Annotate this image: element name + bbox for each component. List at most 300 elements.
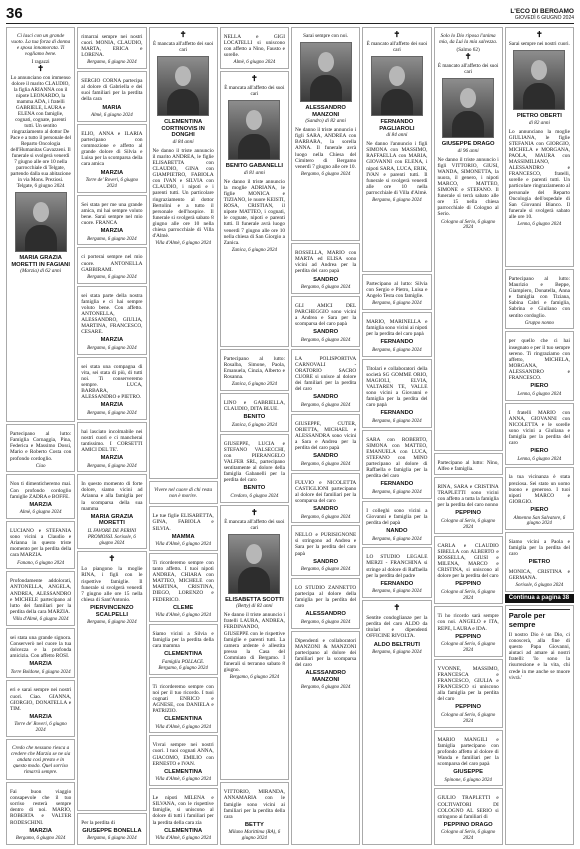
obituary-notice <box>149 553 218 622</box>
notice-text: È mancata all'affetto dei suoi cari <box>224 518 285 531</box>
place-date: Cologno al Serio, 6 giugno 2024 <box>440 219 496 231</box>
portrait-photo <box>371 56 423 116</box>
portrait-head <box>246 544 262 564</box>
obituary-notice <box>434 730 503 787</box>
obituary-notice <box>362 312 431 357</box>
portrait-head <box>318 52 334 72</box>
place-date: Sorisole, 6 giugno 2024 <box>515 583 564 589</box>
deceased-age: di 84 anni <box>386 132 408 139</box>
obituary-notice <box>362 600 431 845</box>
place-date: Spinone, 6 giugno 2024 <box>444 777 492 783</box>
portrait-head <box>175 66 191 86</box>
place-date: Bergamo, 6 giugno 2024 <box>372 301 422 307</box>
portrait-head <box>389 66 405 86</box>
notice-quote: Vivere nel cuore di chi resta non è morire. <box>154 487 213 500</box>
notice-signature: I ragazzi <box>31 59 50 65</box>
obituary-notice <box>77 27 146 69</box>
obituary-notice <box>77 71 146 122</box>
notice-text: Sarai sempre nei nostri cuori. <box>508 41 570 47</box>
deceased-name: PEPPINO DRAGO <box>443 821 493 828</box>
notice-text: ELIO, ANNA e ILARIA partecipano con commozione e affetto al grande dolore di Silvia e Luisa per la scomparsa della cara amica <box>81 130 143 168</box>
notice-text: la tua vicinanza è stata preziosa. Sei stato un uomo buono e generoso. I tuoi nipoti MARCO e GIORGIO. <box>508 474 570 505</box>
obituary-notice <box>220 782 289 845</box>
column-4 <box>220 27 289 845</box>
notice-text: Ne danno il triste annuncio i figli VITTORIO, GIUSI, WANDA, SIMONETTA, la nuora, il genero, i nipoti MARCO, MATTEO, SIMONE e STEFANO. Il funerale si terrà sabato alle ore 15 nella chiesa parrocchiale di Cologno al Serio. <box>437 156 499 218</box>
notice-text: Siamo vicini a Paola e famiglia per la perdita del caro <box>508 539 570 558</box>
portrait-head <box>33 202 49 222</box>
place-date: Zanica, 6 giugno 2024 <box>231 422 278 428</box>
deceased-name: ALESSANDRO <box>305 611 346 618</box>
place-date: Bergamo, 6 giugno 2024 <box>87 274 137 280</box>
deceased-name: CLEME <box>172 604 194 611</box>
notice-text: Sarai sempre con noi. <box>303 33 349 39</box>
deceased-name: GIUSEPPE BONELLA <box>82 827 142 834</box>
portrait-body <box>523 83 555 110</box>
notice-text: Titolari e collaboratori della società SG GOMME ORIO, MAGIOLI, ELVIA, VALTAREN TE, VALLE sono vicini a Giovanni e famiglia per la perdita del caro papà <box>366 365 428 409</box>
deceased-name: PIERO <box>530 506 549 513</box>
deceased-name: PEPPINO <box>455 633 482 640</box>
place-date: Bergamo, 6 giugno 2024 <box>87 620 137 626</box>
deceased-name: GIUSEPPE <box>453 769 483 776</box>
notice-text: ci porterai sempre nel mio cuore. ANTONELLA GABBIRAMI. <box>81 254 143 273</box>
obituary-notice <box>6 680 75 737</box>
obituary-notice <box>291 473 360 524</box>
deceased-name: ALDO BELTRUTI <box>373 641 420 648</box>
column-3 <box>149 27 218 845</box>
obituary-notice <box>220 349 289 391</box>
notice-text: eri e sarai sempre nei nostri cuori. Ciao. GIANNA, GIORGIO, DONATELLA e TIM. <box>10 687 72 712</box>
place-date: Bergamo, 6 giugno 2024 <box>300 685 351 691</box>
notice-text: Partecipano al lutto: Nino, Alfeo e famiglia. <box>437 459 499 472</box>
place-date: Villa d'Almè, 6 giugno 2024 <box>155 542 212 548</box>
obituary-notice <box>434 606 503 656</box>
deceased-name: BENITO <box>243 414 266 421</box>
deceased-name: SANDRO <box>313 558 339 565</box>
place-date: Credaro, 6 giugno 2024 <box>230 493 279 499</box>
place-date: Zanica, 6 giugno 2024 <box>231 382 278 388</box>
deceased-age: di 81 anni <box>243 169 265 176</box>
obituary-notice <box>6 521 75 569</box>
cross-icon: ✝ <box>393 30 401 39</box>
notice-text: Lo piangono la moglie RINA, i figli con le rispettive famiglie. Il funerale si svolgerà venerdì 7 giugno alle ore 15 nella chiesa di Sant'Antonio. <box>81 566 143 603</box>
obituary-notice <box>291 243 360 294</box>
place-date: Almè, 6 giugno 2024 <box>233 60 276 66</box>
deceased-name: BETTY <box>244 821 264 828</box>
column-5 <box>291 27 360 845</box>
obituary-notice <box>362 274 431 310</box>
notice-text: FULVIO e NICOLETTA CASTIGLIONI partecipano al dolore dei familiari per la scomparsa del caro <box>295 479 357 504</box>
place-date: Villa d'Almè, 6 giugno 2024 <box>155 724 212 730</box>
obituary-notice <box>505 27 574 267</box>
obituary-notice <box>77 551 146 810</box>
notice-text: Partecipano al lutto: Famiglia Cornaggia, Pina, Federica e Massimo Dossi, Mario e Roberto Costa con profondo cordoglio. <box>10 431 72 462</box>
notice-text: È mancata all'affetto dei suoi cari <box>224 85 285 98</box>
place-date: Lenna, 6 giugno 2024 <box>517 456 562 462</box>
portrait-head <box>246 110 262 130</box>
place-date: Almenno San Salvatore, 6 giugno 2024 <box>513 515 566 527</box>
place-date: Villa d'Almè, 6 giugno 2024 <box>12 616 69 622</box>
notice-text: Ti ho ricordo sarà sempre con noi. ANGELO e ITA, REPE, LAURA e IDA. <box>437 613 499 632</box>
deceased-name: FERNANDO <box>380 580 414 587</box>
deceased-name: FERNANDO PAGLIAROLI <box>379 119 415 132</box>
cross-icon: ✝ <box>464 52 472 61</box>
notice-text: Dipendenti e collaboratori MANZONI & MANZONI partecipano al dolore dei familiari per la scomparsa del caro <box>295 637 357 669</box>
obituary-notice <box>505 467 574 530</box>
place-date: Lenna, 6 giugno 2024 <box>517 391 562 397</box>
obituary-notice <box>362 547 431 598</box>
notice-text: GIUSEPPE, CUTER, ORIETTA, MICHAEL e ALESSANDRA sono vicini a Sara e Andrea per la perdita del caro papà <box>295 420 357 452</box>
notice-text: LA POLISPORTIVA CARNOVALI - ORATORIO SACRO CUORE si unisce al dolore dei familiari per la perdita del caro <box>295 355 357 393</box>
deceased-name: GIUSEPPE DRAGO <box>441 141 495 147</box>
notice-text: LO STUDIO ZANNETTO partecipa al dolore della famiglia per la perdita del caro <box>295 585 357 610</box>
obituary-notice <box>77 286 146 355</box>
place-date: IL FAVORE DE PERINI PROMOSSI. Sorisole, 6 giugno 2024 <box>87 528 137 546</box>
obituary-notice <box>6 739 75 780</box>
obituary-notice <box>149 481 218 504</box>
continued-banner: Continua a pagina 38 <box>505 594 574 603</box>
obituary-notice <box>434 659 503 728</box>
notice-quote: Credo che nessuno riesca a credere che Marzia se ne sia andata così presto e in questo modo. Quel sorriso rimarrà sempre. <box>10 745 71 776</box>
obituary-notice <box>291 631 360 845</box>
deceased-age: di 82 anni <box>528 119 550 126</box>
obituary-notice <box>149 677 218 734</box>
portrait-head <box>460 88 476 108</box>
obituary-notice <box>220 71 289 347</box>
column-1 <box>6 27 75 845</box>
notice-text: È mancato all'affetto dei suoi cari <box>366 41 428 53</box>
deceased-name: MARIA GRAZIA MORETTI <box>90 513 134 527</box>
column-7 <box>434 27 503 845</box>
notice-signature: (Salmo 62) <box>456 47 480 53</box>
column-6 <box>362 27 431 845</box>
notice-text: Siamo vicini a Silvia e famiglia per la perdita della cara mamma <box>152 631 214 650</box>
place-date: Ciao <box>35 463 46 469</box>
place-date: Bergamo, 6 giugno 2024 <box>300 171 351 177</box>
notice-text: sei stata una grande signora. Conserverò nel cuore la tua dolcezza e la profonda amicizia. Con affetto ROSI. <box>10 634 72 659</box>
place-date: Villa d'Almè, 6 giugno 2024 <box>155 613 212 619</box>
notice-text: È mancata all'affetto dei suoi cari <box>153 41 214 53</box>
deceased-age: (Sandro) di 82 anni <box>305 118 346 125</box>
place-date: Bergamo, 6 giugno 2024 <box>87 836 137 842</box>
deceased-name: ALESSANDRO MANZONI <box>305 670 346 683</box>
obituary-notice <box>6 628 75 679</box>
place-date: Almè, 6 giugno 2024 <box>91 113 133 119</box>
deceased-name: MARZIA <box>100 337 124 344</box>
place-date: Bergamo, 6 giugno 2024 <box>300 461 351 467</box>
notice-text: Ne danno il triste annuncio il marito ANDREA, le figlie ELISABETTA con CLAUDIO, GINA con GIAMPIETRO, FABIOLA con IVAN e SILVIA con CLAUDIO, i nipoti e i parenti tutti. Un particolare ringraziamento al dottor Bertolini e a tutto il personale dell'hospice. Il funerale si svolgerà sabato 8 giugno alle ore 10 nella chiesa parrocchiale di Villa d'Almè. <box>152 147 214 240</box>
place-date: Bergamo, 6 giugno 2024 <box>87 345 137 351</box>
portrait-photo <box>300 42 352 102</box>
notice-text: Sei stata per me una grande amica, mi hai sempre voluto bene. Sarai sempre nel mio cuore. FRANCA <box>81 201 143 226</box>
cross-icon: ✝ <box>179 30 187 39</box>
deceased-name: MARZIA <box>100 402 124 409</box>
place-date: Bergamo, 6 giugno 2024 <box>300 337 351 343</box>
notice-text: VITTORIO, MIRANDA, ANNAMARIA con le famiglie sono vicini ai familiari per la perdita della cara <box>223 789 285 820</box>
place-date: Torre Boldone, 6 giugno 2024 <box>10 669 71 675</box>
deceased-name: SANDRO <box>313 276 339 283</box>
place-date: Bergamo, 6 giugno 2024 <box>300 620 351 626</box>
notice-text: Ti ricorderemo sempre con tanto affetto. I tuoi nipoti ANDREA, CHIARA con MATTEO, MICHELE con MARTINA, CRISTINA, DIEGO, LORENZO e FEDERICO. <box>152 560 214 603</box>
obituary-notice <box>291 27 360 241</box>
obituary-notice <box>434 27 503 451</box>
obituary-notice <box>434 477 503 534</box>
deceased-name: CLEMENTINA <box>164 827 203 834</box>
obituary-notice <box>220 27 289 69</box>
deceased-name: CLEMENTINA <box>164 651 203 658</box>
notice-text: MARIO MANGILI e famiglia partecipano con profondo affetto al dolore di Wanda e familiari per la scomparsa del caro papà <box>437 736 499 767</box>
notice-text: YVONNE, MASSIMO, FRANCESCA e FRANCESCO, GIULIA e FRANCESCO si uniscono alla famiglia per la perdita del caro <box>437 665 499 703</box>
obituary-notice <box>505 331 574 400</box>
obituary-notice <box>77 422 146 473</box>
obituary-notice <box>434 453 503 475</box>
obituary-notice <box>220 505 289 781</box>
obituary-notice <box>220 393 289 432</box>
cross-icon: ✝ <box>108 554 116 564</box>
notice-text: Per la perdita di <box>81 819 115 826</box>
obituary-columns <box>6 27 574 845</box>
obituary-notice <box>505 605 574 845</box>
notice-text: LINO e GABRIELLA, CLAUDIO, DITA BLUE. <box>223 400 285 413</box>
deceased-name: CLEMENTINA CORTINOVIS IN DONGHI <box>161 119 205 139</box>
deceased-name: FERNANDO <box>380 339 414 346</box>
obituary-notice <box>291 414 360 471</box>
notice-text: Le nipoti MILENA e SILVANA, con le rispettive famiglie, si uniscono al dolore di tutti i familiari per la perdita della cara zia <box>152 795 214 826</box>
deceased-name: PEPPINO <box>455 581 482 588</box>
deceased-name: ALESSANDRO MANZONI <box>305 105 346 118</box>
obituary-notice <box>362 501 431 546</box>
notice-text: Partecipano al lutto: Silvia con Sergio e Pietro, Luisa e Angelo Testa con famiglie. <box>366 280 428 300</box>
place-date: Bergamo, 6 giugno 2024 <box>372 536 422 542</box>
paper-name: L'ECO DI BERGAMO <box>510 8 574 15</box>
notice-text: È mancato all'affetto dei suoi cari <box>437 63 499 75</box>
obituary-notice <box>6 424 75 472</box>
notice-text: I colleghi sono vicini a Giovanni e famiglia per la perdita del papà <box>366 507 428 526</box>
deceased-name: ELISABETTA SCOTTI <box>225 596 284 603</box>
notice-text: rimarrai sempre nei nostri cuori. MONIA, CLAUDIO, MARTA, ERICA e LORENA. <box>81 34 143 59</box>
cross-icon: ✝ <box>393 603 401 613</box>
obituary-notice <box>291 578 360 629</box>
place-date: Bergamo, 6 giugno 2024 <box>300 285 351 291</box>
notice-text: Lo annunciano la moglie GIULIANA, le figlie STEFANIA con GIORGIO, MICHELA e MORGANA, PAOLA, MAURA con MASSIMILIANO, ALESSANDRO e FRANCESCO, fratelli, sorelle e parenti tutti. Un particolare ringraziamento al personale del Reparto Oncologia dell'ospedale di San Giovanni Bianco. Il funerale si svolgerà sabato alle ore 10. <box>508 128 570 220</box>
notice-text: SARA con ROBERTO, SIMONA con MATTEO, EMANUELA con LUCA, STEFANO con MINO partecipano al dolore di Raffaella e famiglia per la perdita del caro <box>366 436 428 480</box>
place-date: Bergamo, 6 giugno 2024 <box>87 236 137 242</box>
place-date: Bergamo, 6 giugno 2024 <box>372 489 422 495</box>
deceased-name: MARIA GRAZIA MORETTI IN FAGIANI <box>11 255 70 268</box>
place-date: Bergamo, 6 giugno 2024 <box>372 347 422 353</box>
place-date: Cologno al Serio, 6 giugno 2024 <box>440 642 496 654</box>
place-date: Cologno al Serio, 6 giugno 2024 <box>440 589 496 601</box>
obituary-notice <box>362 27 431 272</box>
place-date: Bergamo, 6 giugno 2024 <box>372 418 422 424</box>
cross-icon: ✝ <box>37 64 44 73</box>
notice-text: NELLA e GIGI LOCATELLI si uniscono con affetto a Nino, Fausto e sorelle. <box>223 34 285 59</box>
deceased-name: PIETRO <box>528 559 551 566</box>
portrait-body <box>310 75 342 102</box>
place-date: Gruppo nonno <box>524 320 555 326</box>
obituary-notice <box>434 536 503 605</box>
deceased-name: MARZIA <box>29 713 52 720</box>
portrait-photo <box>228 534 280 594</box>
deceased-name: FERNANDO <box>380 410 414 417</box>
place-date: Bergamo, 6 giugno 2024 <box>300 567 351 573</box>
place-date: Bergamo, 6 giugno 2024 <box>372 198 422 204</box>
place-date: Villa d'Almè, 6 giugno 2024 <box>155 777 212 783</box>
notice-text: SERGIO CORNA partecipa al dolore di Gabriella e dei suoi familiari per la perdita della cara <box>81 78 143 103</box>
place-date: Bergamo, 6 giugno 2024 <box>229 675 280 681</box>
place-date: Cologno al Serio, 6 giugno 2024 <box>440 712 496 724</box>
deceased-name: CLEMENTINA <box>164 768 203 775</box>
notice-text: Ne danno l'annuncio i figli SIMONA con MASSIMO, RAFFAELLA con MARIA, GIOVANNI con ELENA, i nipoti SARA, LUCA, ERIK, IVAN e parenti tutti. Il funerale si svolgerà venerdì alle ore 10 nella parrocchiale di Villa d'Almè. <box>366 141 428 196</box>
notice-quote: Solo lo Dio riposa l'anima mia, da Lui la mia salvezza. <box>439 33 498 45</box>
portrait-body <box>238 134 270 161</box>
notice-text: LUCIANO e STEFANIA sono vicini a Claudio e Arianna in questo triste momento per la perdita della cara MARZIA. <box>10 528 72 559</box>
notice-text: CARLA e CLAUDIO SIBELLA con ALBERTO e ROSSELLA, GIUSI e MILENA, MARCO e CRISTINA, si uniscono al dolore per la perdita del caro <box>437 542 499 580</box>
obituary-notice <box>77 813 146 845</box>
notice-text: Sentite condoglianze per la perdita del caro ALDO da titolari e dipendenti OFFICINE RIVOLTA. <box>366 615 428 640</box>
portrait-body <box>238 567 270 594</box>
deceased-age: di 96 anni <box>457 147 479 154</box>
obituary-notice <box>362 430 431 499</box>
cross-icon: ✝ <box>536 30 543 39</box>
obituary-notice <box>77 474 146 549</box>
place-date: Torre de' Roveri, 6 giugno 2024 <box>85 178 139 189</box>
notice-text: Profondamente addolorati, ANTONELLA, ANGELA, ANDREA, ALESSANDRO e MICHELE partecipano al lutto dei familiari per la perdita della cara MARZIA. <box>10 578 72 615</box>
notice-text: MONICA, CRISTINA e GERMANA. <box>508 569 570 582</box>
obituary-notice <box>291 296 360 347</box>
place-date: Milano Marittima (RA), 6 giugno 2024 <box>228 830 281 842</box>
deceased-name: PIERVINCENZO SCALPELLI <box>90 604 134 618</box>
notice-text: MARIO, MARINELLA e famiglia sono vicini ai nipoti per la perdita del caro papà <box>366 318 428 338</box>
column-8 <box>505 27 574 845</box>
portrait-photo <box>15 192 67 252</box>
notice-text: per quello che ci hai insegnato e per il tuo sempre sereno. Ti ringraziamo con affetto, MICHELA, MORGANA, ALESSANDRO e FRANCESCO. <box>508 338 570 382</box>
obituary-notice <box>77 357 146 420</box>
obituary-notice <box>362 359 431 428</box>
obituary-notice <box>220 434 289 503</box>
obituary-notice <box>149 788 218 845</box>
notice-text: Il nostro Dio è un Dio, ci conoscerà, alla fine di questo Papa Giovanni, aiutaci ad amare ai nostri fratelli: 'Io sono la risurrezione e la vita, chi crede in me anche se muore vivrà.' <box>508 631 570 681</box>
place-date: Bergamo, 6 giugno 2024 <box>87 60 137 66</box>
notice-text: Le tue figlie ELISABETTA, GINA, FABIOLA e SILVIA. <box>152 513 214 532</box>
deceased-name: FERNANDO <box>380 481 414 488</box>
notice-text: Lo annunciano con immenso dolore il marito CLAUDIO, la figlia ARIANNA con il nipote LEONARDO, la mamma ADA, i fratelli GABRIELE, LAURA e ELENA con famiglie, cognati, cognate, parenti tutti. Un sentito ringraziamento al dottor De Pace e a tutto il personale del Reparto Oncologia dell'Humanitas Gavazzeni. Il funerale si svolgerà venerdì 7 giugno alle ore 10 nella parrocchiale di Telgate, partendo dalla sua abitazione in via Mons. Preziosi. Telgate, 6 giugno 2024 <box>10 75 72 189</box>
deceased-name: CLEMENTINA <box>164 715 203 722</box>
obituary-notice <box>77 124 146 193</box>
portrait-body <box>381 89 413 116</box>
obituary-notice <box>6 571 75 625</box>
deceased-name: PIERO <box>530 383 549 390</box>
place-date: Torre de' Roveri, 6 giugno 2024 <box>14 722 67 734</box>
deceased-name: MARZIA <box>100 228 124 235</box>
notice-text: Ne danno il triste annuncio i fratelli LAURA, ANDREA, FERDINANDO, GIUSEPPE con le rispettive famiglie e parenti tutti. La camera ardente è allestita presso la Casa del Commiato di Bergamo. I funerali si terranno sabato 8 giugno. <box>223 612 285 674</box>
obituary-notice <box>291 525 360 576</box>
obituary-notice <box>291 349 360 412</box>
notice-text: GLI AMICI DEL PARCHEGGIO sono vicini a Andrea e Sara per la scomparsa del caro papà <box>295 302 357 328</box>
deceased-age: di 84 anni <box>172 138 194 145</box>
obituary-notice <box>77 247 146 283</box>
place-date: Villa d'Almè, 6 giugno 2024 <box>155 836 212 842</box>
deceased-name: NANDO <box>386 527 408 534</box>
notice-text: Partecipano al lutto: Rosalba, Simone, Paola, Emanuela, Cinzia, Alberto e Rosanna. <box>223 355 285 381</box>
obituary-notice <box>505 269 574 329</box>
place-date: Bergamo, 6 giugno 2024 <box>87 410 137 416</box>
notice-text: Ne danno il triste annuncio la moglie ADRIANA, le figlie MONICA e TIZIANO, le nuore KEISTI, ROSA, CRISTIAN, il nipote MATTEO, i cognati, le cognate, nipoti e parenti tutti. Il funerale avrà luogo venerdì 7 giugno alle ore 10 nella chiesa di San Giorgio a Zanica. <box>223 178 285 246</box>
place-date: Famiglia POLLACE. Bergamo, 6 giugno 2024 <box>158 659 208 671</box>
place-date: Bergamo, 6 giugno 2024 <box>372 650 422 656</box>
place-date: Bergamo, 6 giugno 2024 <box>15 836 66 842</box>
notice-text: GIUSEPPE, LUCIA e STEFANO VALSECCHI, con PIERANGELO VALFER SRL, partecipano sentitamente al dolore della famiglia Gabanelli per la perdita del caro <box>223 440 285 484</box>
cross-icon: ✝ <box>251 507 258 517</box>
deceased-name: SANDRO <box>313 329 339 336</box>
deceased-name: SANDRO <box>313 453 339 460</box>
notice-text: ROSSELLA, MARIO con MARTA ed ELISA sono vicini ad Andrea per la perdita del caro papà <box>295 250 357 275</box>
notice-text: GIULIO TRAPLETTI e COLTIVATORI DI COLOGNO AL SERIO si stringono ai familiari di <box>437 795 499 820</box>
place-date: Lenna, 6 giugno 2024 <box>517 222 562 227</box>
deceased-age: (Marzia) di 62 anni <box>20 268 62 275</box>
place-date: Almè, 6 giugno 2024 <box>19 510 62 516</box>
portrait-body <box>452 111 484 138</box>
deceased-name: MARZIA <box>29 501 52 508</box>
notice-text: LO STUDIO LEGALE MERZI - FRANCHINA si stringe al dolore di Raffaella per la perdita del padre <box>366 554 428 579</box>
notice-text: NELLO e PURISIGNONE si stringono ad Andrea e Sara per la perdita del caro papà <box>295 532 357 557</box>
deceased-name: BENITO GABANELLI <box>225 163 283 170</box>
obituary-notice <box>149 27 218 479</box>
notice-text: In questo momento di forte dolore, siamo vicini ad Arianna e alla famiglia per la scomparsa della sua mamma <box>81 481 143 512</box>
deceased-name: MARZIA <box>29 827 52 834</box>
deceased-name: PEPPINO <box>455 704 482 711</box>
portrait-photo <box>228 100 280 160</box>
deceased-name: MARZIA <box>100 454 124 461</box>
portrait-photo <box>442 78 494 138</box>
deceased-name: MARZIA <box>29 661 52 668</box>
cross-icon: ✝ <box>251 74 258 84</box>
notice-text: Partecipano al lutto: Maurizio e Beppe, Giampiero, Donatella, Anna e famiglia con Tiziana, Sabina Cabri e famiglia, Sabrina e Giuliano con sentito cordoglio. <box>508 276 570 319</box>
deceased-age: (Betty) di 82 anni <box>236 603 273 610</box>
section-title: Parole per sempre <box>509 609 570 629</box>
portrait-photo <box>157 56 209 116</box>
place-date: Fanano, 6 giugno 2024 <box>17 560 65 566</box>
obituary-notice <box>505 532 574 592</box>
column-2 <box>77 27 146 845</box>
notice-text: sei stata una compagna di vita, sei stata di più, di tutti noi. Ti conserveremo sempre. LUCA, BARBARA, ALESSANDRO e PIETRO. <box>81 363 143 401</box>
notice-text: Ne danno il triste annuncio i figli SARA, ANDREA con BARBARA, la sorella ANNA. Il funerale avrà luogo nella Chiesa del Cimitero di Bergamo venerdì 7 giugno alle ore 10. <box>295 127 357 170</box>
page-number: 36 <box>6 5 23 22</box>
notice-text: sei stata parte della nostra famiglia e ci hai sempre voluto bene. Con affetto. ANTONELLA, ALESSANDRO, GIULIA, MARTINA, FRANCESCO, CESARE. <box>81 292 143 336</box>
masthead <box>510 9 574 21</box>
notice-text: Vivrai sempre nei nostri cuori. I tuoi cognati ANNA, GIACOMO, EMILIO con ERNESTO e IVAN. <box>152 742 214 767</box>
portrait-photo <box>513 50 565 110</box>
deceased-name: MAMMA <box>171 533 195 540</box>
obituary-notice <box>149 506 218 551</box>
place-date: Zanica, 6 giugno 2024 <box>231 247 278 253</box>
portrait-head <box>531 60 547 80</box>
deceased-name: PIERO <box>530 448 549 455</box>
obituary-notice <box>434 788 503 845</box>
notice-text: Fai buon viaggio consapevole che il tuo sorriso resterà sempre dentro di noi. MARIO, ROBERTA e VALTER RODESCHINI. <box>10 789 72 826</box>
deceased-name: SANDRO <box>313 505 339 512</box>
deceased-name: MARIA <box>102 104 122 111</box>
place-date: Bergamo, 6 giugno 2024 <box>372 589 422 595</box>
deceased-name: PIETRO OBERTI <box>516 113 562 119</box>
obituary-notice <box>149 735 218 786</box>
deceased-name: BENITO <box>243 485 266 492</box>
deceased-name: PEPPINO <box>455 510 482 517</box>
issue-date: GIOVEDÌ 6 GIUGNO 2024 <box>514 15 574 21</box>
notice-quote: Ci lasci con un grande vuoto. La tua forza di donna e sposa innamorata. Ti vogliamo bene. <box>11 33 71 57</box>
obituary-notice <box>6 474 75 519</box>
obituary-notice <box>6 782 75 845</box>
place-date: Bergamo, 6 giugno 2024 <box>87 463 137 469</box>
